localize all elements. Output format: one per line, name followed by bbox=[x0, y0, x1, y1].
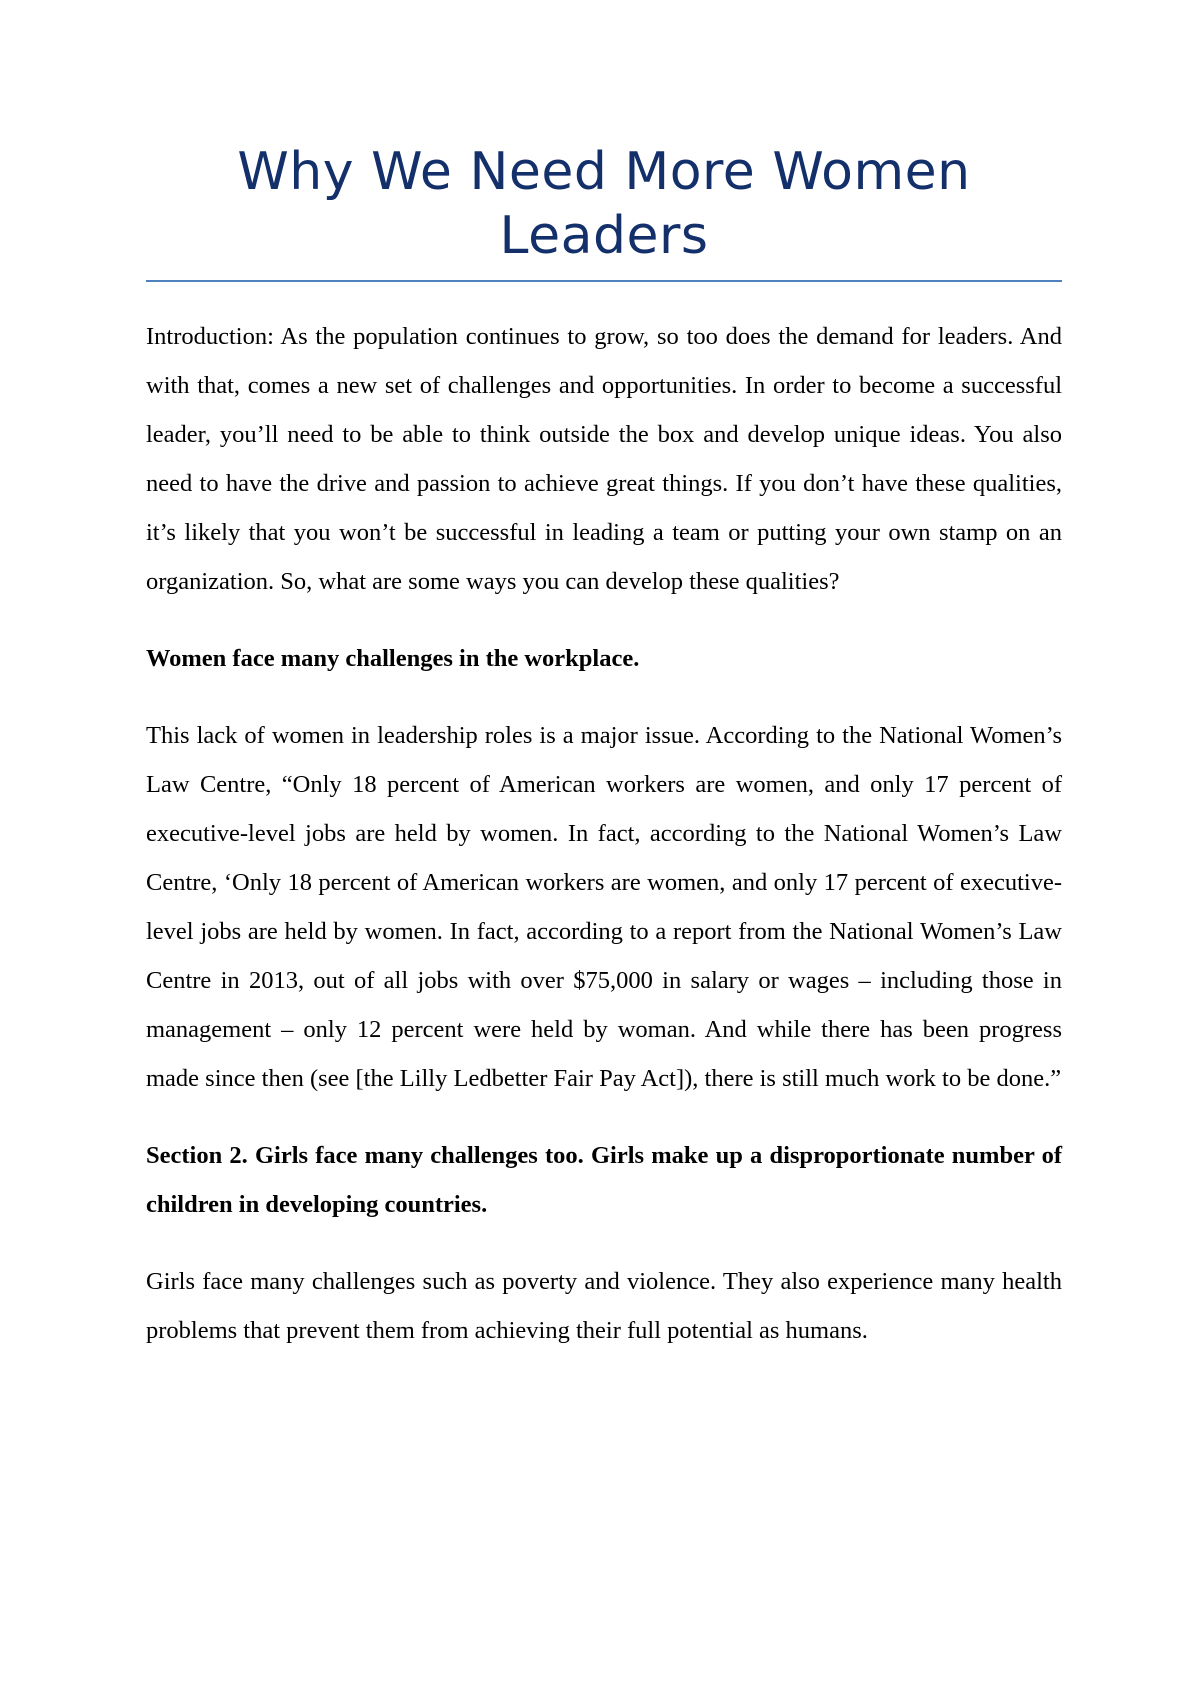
workplace-paragraph: This lack of women in leadership roles is a major issue. According to the National Women’s Law Centre, “Only 18 percent of American workers are women, and only 17 percent of executive-level jobs are held by women. In fact, according to the National Women’s Law Centre, ‘Only 18 percent of American workers are women, and only 17 percent of executive-level jobs are held by women. In fact, according to a report from the National Women’s Law Centre in 2013, out of all jobs with over $75,000 in salary or wages – including those in management – only 12 percent were held by woman. And while there has been progress made since then (see [the Lilly Ledbetter Fair Pay Act]), there is still much work to be done.” bbox=[146, 722, 1062, 1092]
document-content bbox=[146, 140, 1062, 1383]
document-title: Why We Need More Women Leaders bbox=[237, 142, 971, 266]
girls-paragraph: Girls face many challenges such as poverty and violence. They also experience many health problems that prevent them from achieving their full potential as humans. bbox=[146, 1268, 1062, 1344]
intro-paragraph: Introduction: As the population continues to grow, so too does the demand for leaders. And with that, comes a new set of challenges and opportunities. In order to become a successful leader, you’ll need to be able to think outside the box and develop unique ideas. You also need to have the drive and passion to achieve great things. If you don’t have these qualities, it’s likely that you won’t be successful in leading a team or putting your own stamp on an organization. So, what are some ways you can develop these qualities? bbox=[146, 323, 1062, 595]
title-underline bbox=[146, 280, 1062, 282]
section-heading-workplace: Women face many challenges in the workplace. bbox=[146, 645, 640, 672]
section-heading-girls: Section 2. Girls face many challenges too. Girls make up a disproportionate number of children in developing countries. bbox=[146, 1142, 1062, 1218]
